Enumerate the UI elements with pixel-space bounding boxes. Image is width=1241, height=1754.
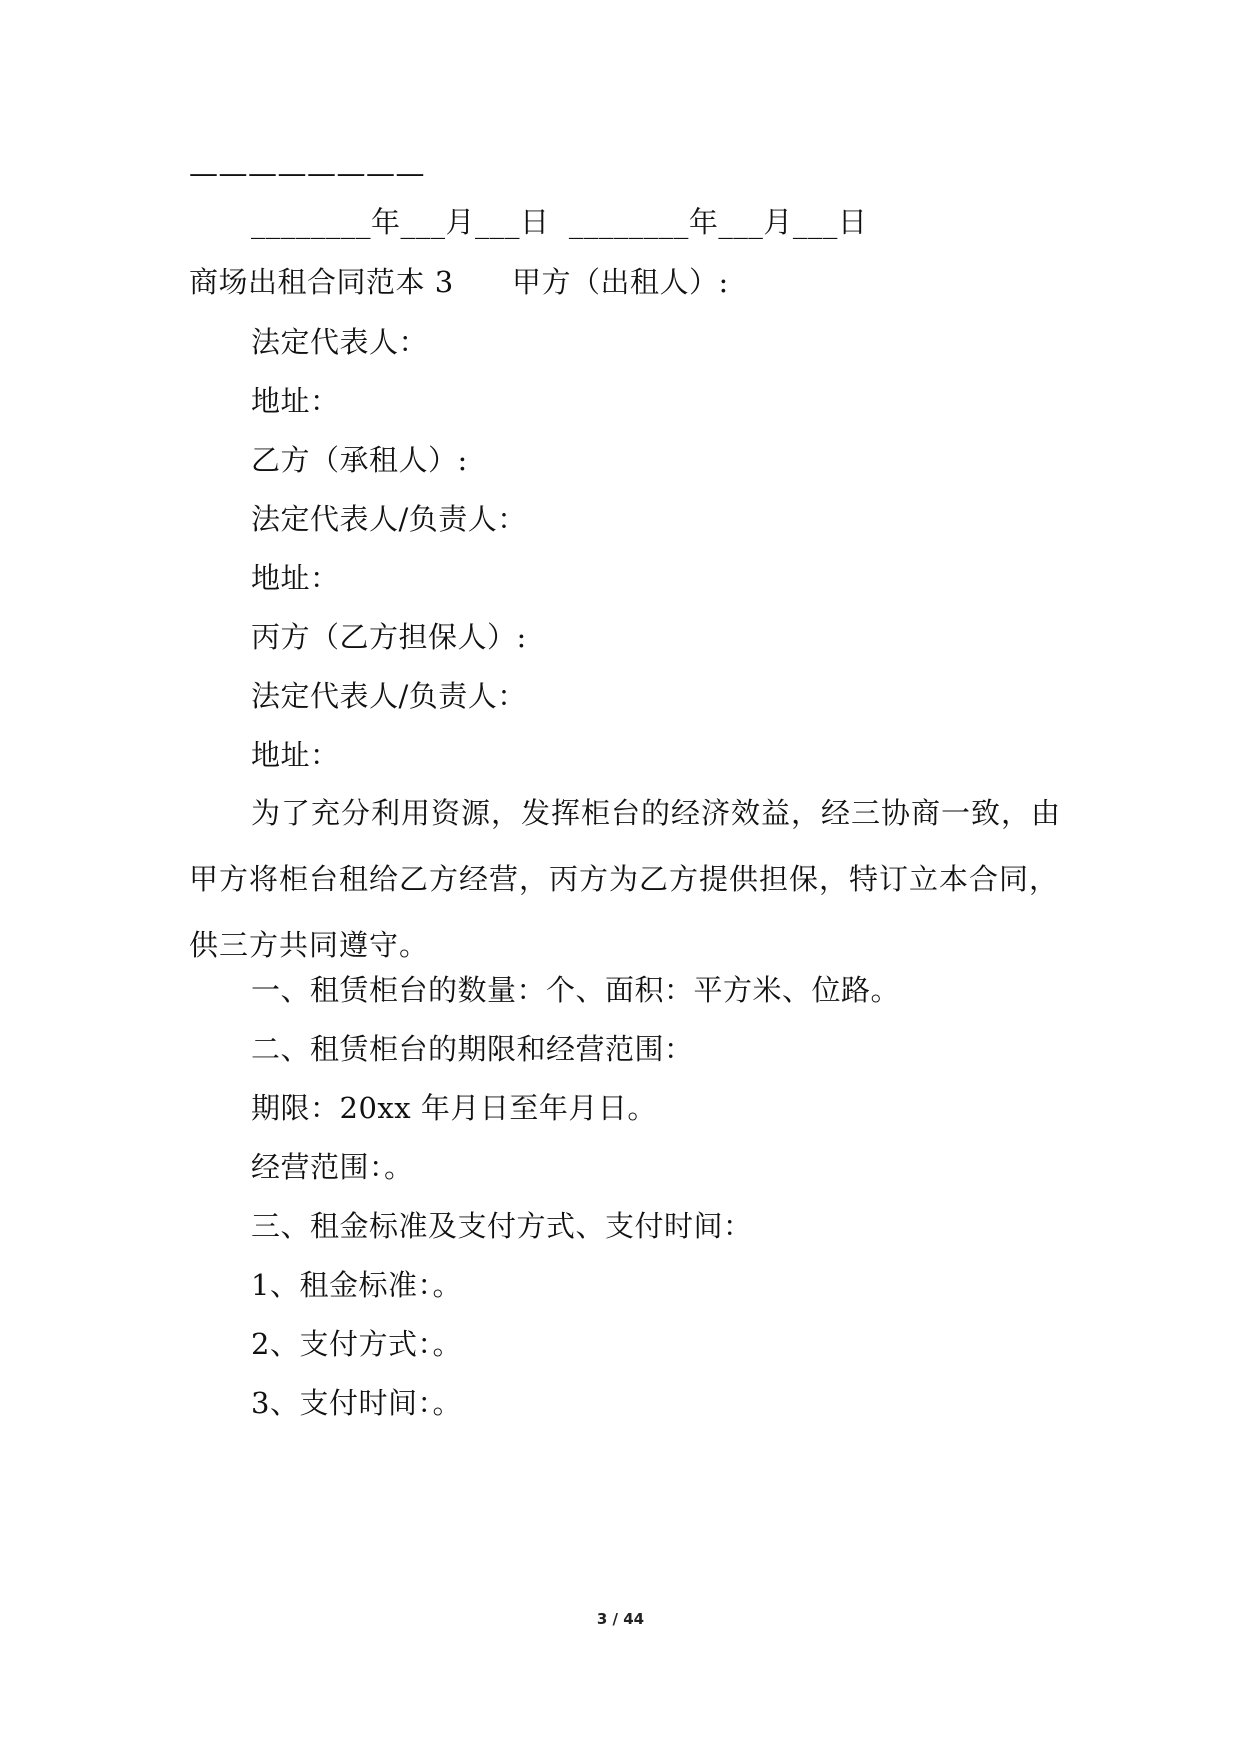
- rent-standard: 1、租金标准：。: [251, 1268, 462, 1302]
- clause-1: 一、租赁柜台的数量：个、面积：平方米、位路。: [251, 973, 901, 1007]
- business-scope: 经营范围：。: [251, 1150, 414, 1184]
- signature-date-line: ________年___月___日 ________年___月___日: [251, 205, 868, 239]
- clause-2: 二、租赁柜台的期限和经营范围：: [251, 1032, 694, 1066]
- contract-title-line: 商场出租合同范本 3 甲方（出租人）:: [189, 265, 729, 299]
- party-a-representative: 法定代表人：: [251, 325, 429, 359]
- payment-time: 3、支付时间：。: [251, 1386, 462, 1420]
- top-rule: ————————: [189, 156, 425, 190]
- party-b-address: 地址：: [251, 561, 340, 595]
- clause-3: 三、租金标准及支付方式、支付时间：: [251, 1209, 753, 1243]
- party-c-address: 地址：: [251, 738, 340, 772]
- payment-method: 2、支付方式：。: [251, 1327, 462, 1361]
- party-b-heading: 乙方（承租人）:: [251, 443, 468, 477]
- party-c-heading: 丙方（乙方担保人）:: [251, 620, 527, 654]
- party-a-address: 地址：: [251, 384, 340, 418]
- lease-term: 期限：20xx 年月日至年月日。: [251, 1091, 657, 1125]
- intro-paragraph: 为了充分利用资源，发挥柜台的经济效益，经三协商一致，由甲方将柜台租给乙方经营，丙方为乙方提供担保，特订立本合同，供三方共同遵守。: [189, 796, 1062, 962]
- party-b-representative: 法定代表人/负责人：: [251, 502, 527, 536]
- page-number: 3 / 44: [596, 1610, 645, 1628]
- party-c-representative: 法定代表人/负责人：: [251, 679, 527, 713]
